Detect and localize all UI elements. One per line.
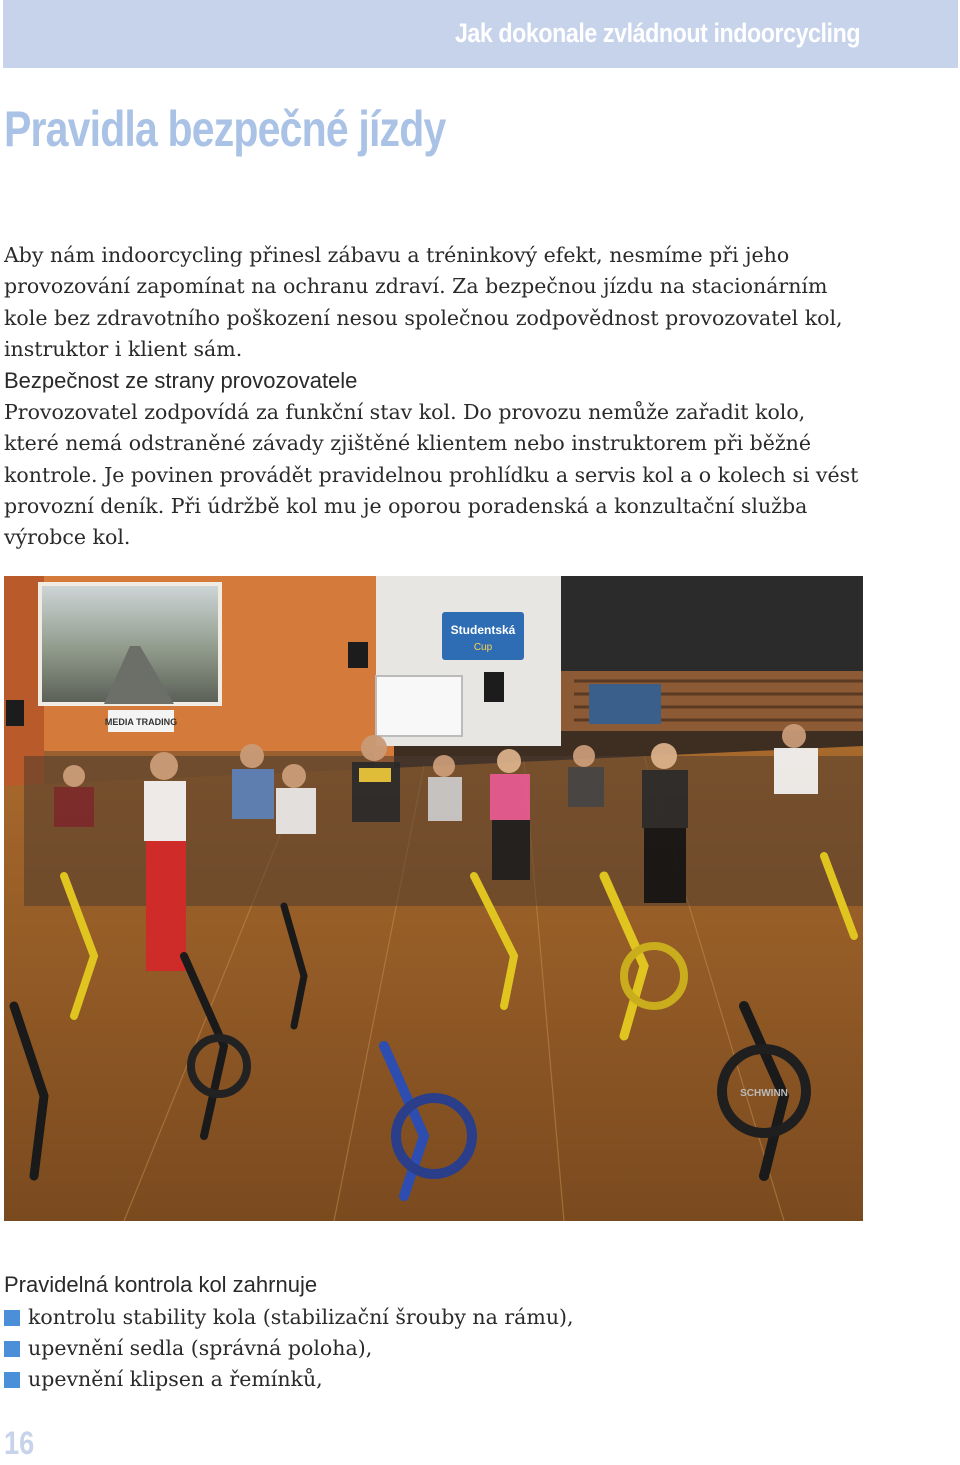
intro-paragraph: Aby nám indoorcycling přinesl zábavu a tréninkový efekt, nesmíme při jeho provozování zapomínat na ochranu zdraví. Za bezpečnou jízdu na stacionárním kole bez zdravotního poškození nesou společnou zodpovědnost provozovatel kol, instruktor i klient sám.: [4, 243, 843, 361]
indoorcycling-photo: [4, 576, 863, 1221]
check-list: [4, 1302, 574, 1395]
running-header: Jak dokonale zvládnout indoorcycling: [454, 18, 860, 48]
bullet-square-icon: [4, 1310, 20, 1326]
bike-brand: SCHWINN: [740, 1088, 788, 1099]
page-number: 16: [4, 1425, 35, 1461]
list-item: kontrolu stability kola (stabilizační šrouby na rámu),: [4, 1302, 574, 1333]
page-title: Pravidla bezpečné jízdy: [4, 101, 446, 157]
header-band: [3, 0, 958, 68]
list-item: upevnění klipsen a řemínků,: [4, 1364, 574, 1395]
section-heading-check: Pravidelná kontrola kol zahrnuje: [4, 1272, 318, 1297]
bullet-square-icon: [4, 1372, 20, 1388]
section-heading-operator: Bezpečnost ze strany provozovatele: [4, 368, 358, 393]
banner-text: Studentská: [450, 623, 516, 637]
operator-paragraph: Provozovatel zodpovídá za funkční stav kol. Do provozu nemůže zařadit kolo, které nemá odstraněné závady zjištěné klientem nebo instruktorem při běžné kontrole. Je povinen provádět pravidelnou prohlídku a servis kol a o kolech si vést provozní deník. Při údržbě kol mu je oporou poradenská a konzultační služba výrobce kol.: [4, 400, 859, 550]
bullet-square-icon: [4, 1341, 20, 1357]
list-item: upevnění sedla (správná poloha),: [4, 1333, 574, 1364]
sign-text: MEDIA TRADING: [104, 717, 178, 727]
banner-sub: Cup: [473, 642, 493, 653]
